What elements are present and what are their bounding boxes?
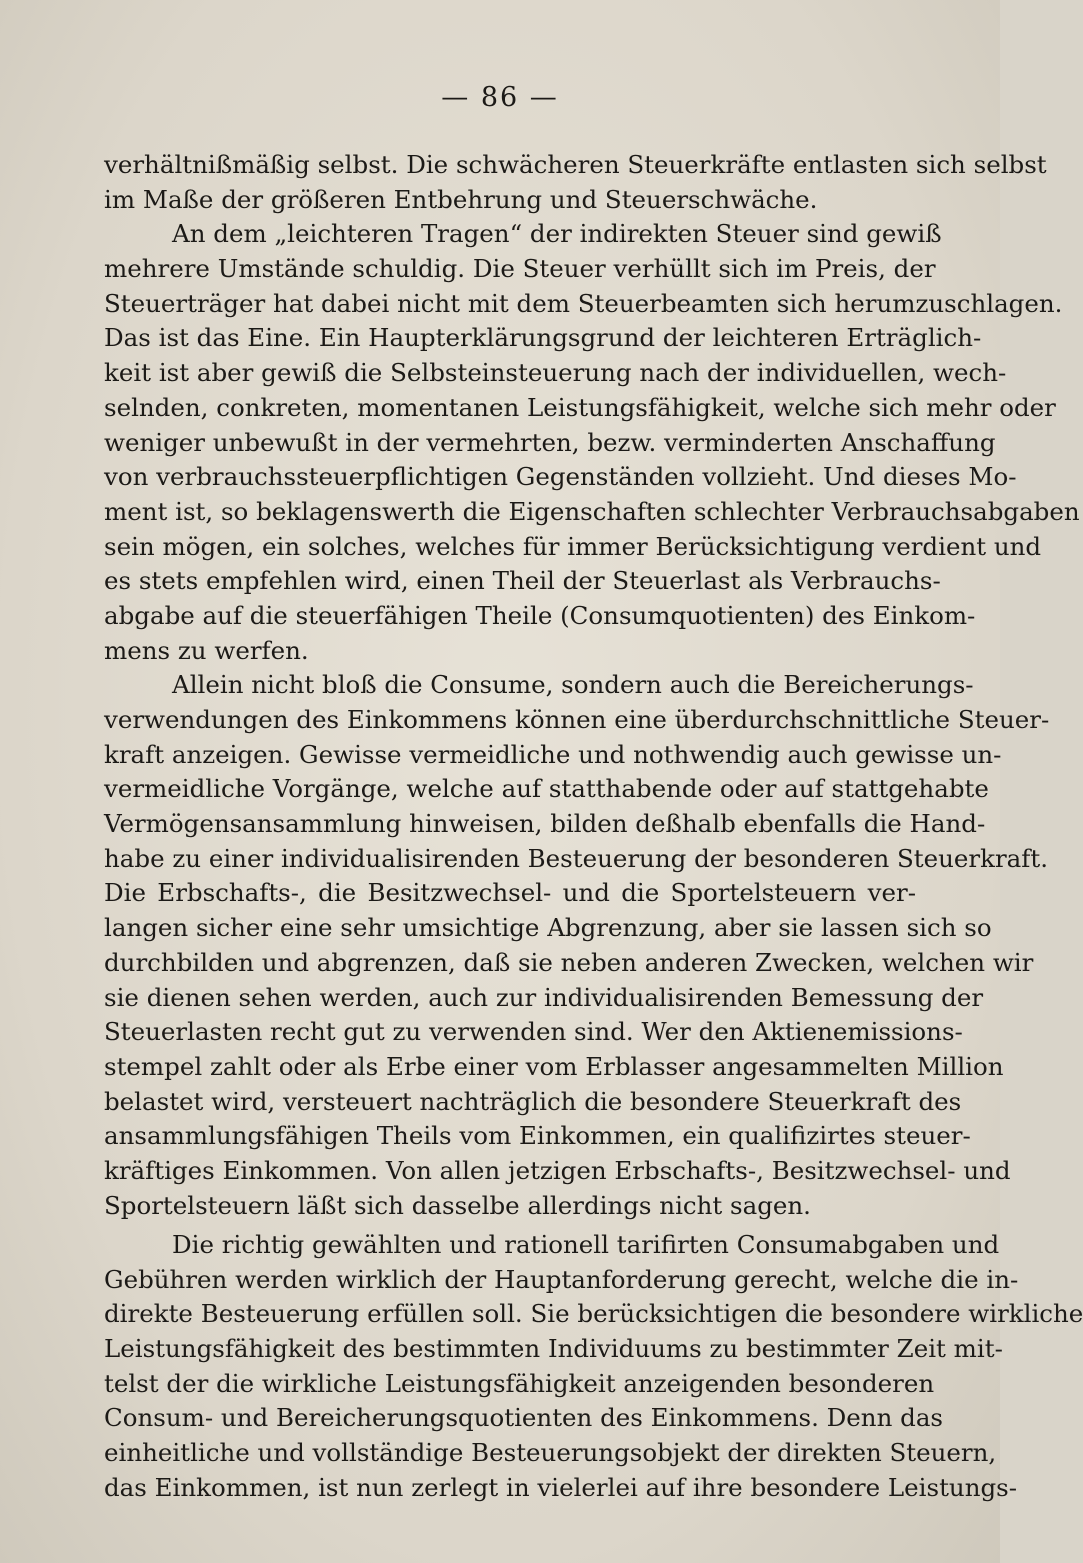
text-line: von verbrauchssteuerpflichtigen Gegenständen vollzieht. Und dieses Mo- xyxy=(104,462,1017,492)
paragraph xyxy=(104,217,1080,668)
paragraph xyxy=(104,668,1050,1223)
text-line: ment ist, so beklagenswerth die Eigenschaften schlechter Verbrauchsabgaben xyxy=(104,496,1080,526)
text-line: durchbilden und abgrenzen, daß sie neben anderen Zwecken, welchen wir xyxy=(104,947,1034,977)
text-line: im Maße der größeren Entbehrung und Steuerschwäche. xyxy=(104,184,818,214)
text-line: mehrere Umstände schuldig. Die Steuer verhüllt sich im Preis, der xyxy=(104,254,936,284)
text-line: selnden, conkreten, momentanen Leistungsfähigkeit, welche sich mehr oder xyxy=(104,392,1056,422)
text-line: es stets empfehlen wird, einen Theil der Steuerlast als Verbrauchs- xyxy=(104,566,941,596)
paragraph xyxy=(104,1228,1083,1506)
text-line: belastet wird, versteuert nachträglich die besondere Steuerkraft des xyxy=(104,1086,962,1116)
text-block-upper xyxy=(104,148,1080,1223)
text-line: einheitliche und vollständige Besteuerungsobjekt der direkten Steuern, xyxy=(104,1438,997,1468)
text-line: An dem „leichteren Tragen“ der indirekten Steuer sind gewiß xyxy=(172,219,942,249)
text-line: verwendungen des Einkommens können eine überdurchschnittliche Steuer- xyxy=(104,705,1050,734)
text-line: Steuerlasten recht gut zu verwenden sind. Wer den Aktienemissions- xyxy=(104,1017,963,1047)
paragraph xyxy=(104,148,1047,217)
text-line: vermeidliche Vorgänge, welche auf statthabende oder auf stattgehabte xyxy=(104,774,989,804)
page-number: — 86 — xyxy=(441,82,559,113)
text-line: Sportelsteuern läßt sich dasselbe allerdings nicht sagen. xyxy=(104,1190,811,1220)
text-line: das Einkommen, ist nun zerlegt in vielerlei auf ihre besondere Leistungs- xyxy=(104,1472,1018,1502)
text-line: Gebühren werden wirklich der Hauptanforderung gerecht, welche die in- xyxy=(104,1264,1019,1294)
text-line: Die richtig gewählten und rationell tarifirten Consumabgaben und xyxy=(172,1230,1000,1259)
text-line: Die Erbschafts-, die Besitzwechsel- und die Sportelsteuern ver- xyxy=(104,878,916,908)
text-line: langen sicher eine sehr umsichtige Abgrenzung, aber sie lassen sich so xyxy=(104,913,992,943)
text-line: Vermögensansammlung hinweisen, bilden deßhalb ebenfalls die Hand- xyxy=(104,809,986,839)
text-line: mens zu werfen. xyxy=(104,635,309,665)
text-line: weniger unbewußt in der vermehrten, bezw. verminderten Anschaffung xyxy=(104,427,996,457)
text-line: direkte Besteuerung erfüllen soll. Sie berücksichtigen die besondere wirkliche xyxy=(104,1299,1083,1329)
text-line: habe zu einer individualisirenden Besteuerung der besonderen Steuerkraft. xyxy=(104,843,1048,873)
text-line: telst der die wirkliche Leistungsfähigkeit anzeigenden besonderen xyxy=(104,1368,935,1398)
text-line: stempel zahlt oder als Erbe einer vom Erblasser angesammelten Million xyxy=(104,1051,1004,1081)
text-line: abgabe auf die steuerfähigen Theile (Consumquotienten) des Einkom- xyxy=(104,600,976,630)
text-line: Das ist das Eine. Ein Haupterklärungsgrund der leichteren Erträglich- xyxy=(104,323,982,353)
text-line: kräftiges Einkommen. Von allen jetzigen Erbschafts-, Besitzwechsel- und xyxy=(104,1155,1011,1185)
text-line: kraft anzeigen. Gewisse vermeidliche und nothwendig auch gewisse un- xyxy=(104,739,1002,769)
text-block-lower xyxy=(104,1228,1083,1506)
text-line: keit ist aber gewiß die Selbsteinsteuerung nach der individuellen, wech- xyxy=(104,358,1007,388)
text-line: Leistungsfähigkeit des bestimmten Individuums zu bestimmter Zeit mit- xyxy=(104,1334,1003,1364)
text-line: sein mögen, ein solches, welches für immer Berücksichtigung verdient und xyxy=(104,531,1042,561)
text-line: Allein nicht bloß die Consume, sondern auch die Bereicherungs- xyxy=(172,670,974,700)
text-line: sie dienen sehen werden, auch zur individualisirenden Bemessung der xyxy=(104,982,984,1012)
text-line: verhältnißmäßig selbst. Die schwächeren Steuerkräfte entlasten sich selbst xyxy=(104,150,1047,179)
text-line: Consum- und Bereicherungsquotienten des Einkommens. Denn das xyxy=(104,1403,943,1433)
text-line: ansammlungsfähigen Theils vom Einkommen, ein qualifizirtes steuer- xyxy=(104,1121,971,1151)
text-line: Steuerträger hat dabei nicht mit dem Steuerbeamten sich herumzuschlagen. xyxy=(104,288,1063,318)
